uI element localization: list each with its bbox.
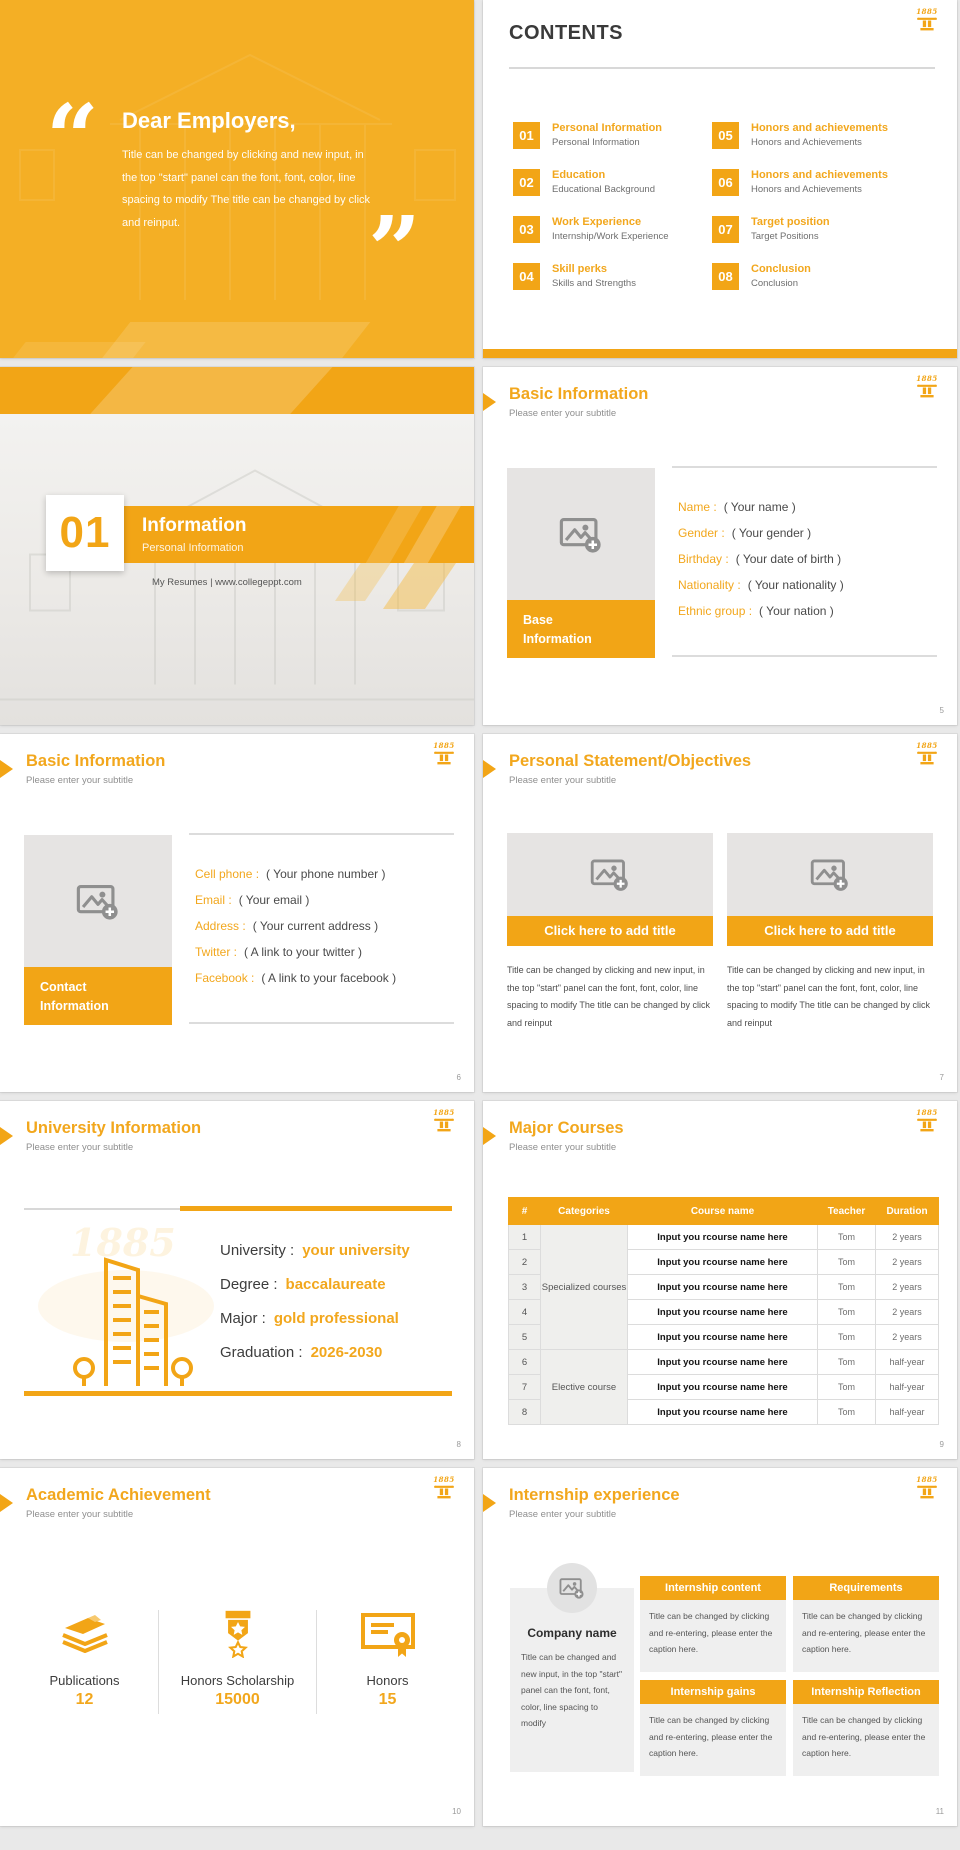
divider [672,655,937,657]
school-logo-icon [911,375,943,403]
photo-placeholder[interactable] [507,468,655,600]
slide-subtitle: Please enter your subtitle [26,1509,134,1520]
logo-year: 1885 [916,7,938,16]
slide-base-information[interactable] [483,367,957,725]
item-number-badge: 07 [712,216,739,243]
cell-duration: 2 years [876,1300,939,1325]
item-title: Conclusion [751,263,811,275]
box-body: Title can be changed by clicking and re-entering, please enter the caption here. [640,1600,786,1672]
divider [509,67,935,69]
field-key: Nationality : [678,578,741,592]
image-add-icon [810,856,850,893]
slide-subtitle: Please enter your subtitle [509,1142,617,1153]
logo-year: 1885 [433,1108,455,1117]
cell-teacher: Tom [818,1225,876,1250]
slide-subtitle: Please enter your subtitle [26,1142,134,1153]
item-title: Skill perks [552,263,608,275]
field-key: Ethnic group : [678,604,753,618]
close-quote-icon: ” [368,196,421,304]
label-line: Information [40,998,109,1013]
university-field-list [220,1234,410,1370]
cell-duration: half-year [876,1350,939,1375]
internship-box [640,1680,786,1776]
item-title: Personal Information [552,122,663,134]
image-add-icon [76,881,120,922]
cell-teacher: Tom [818,1250,876,1275]
field-list [678,494,844,624]
school-logo-icon [428,742,460,770]
field-value: ( Your email ) [238,893,310,907]
item-subtitle: Honors and Achievements [751,137,862,148]
cell-num: 1 [509,1225,541,1250]
book-stack-icon [57,1610,113,1658]
field-key: Degree : [220,1276,278,1293]
box-title: Internship content [640,1576,786,1600]
field-value: gold professional [273,1310,399,1327]
page-number: 9 [939,1440,944,1449]
field-key: Cell phone : [195,867,260,881]
box-title: Internship Reflection [793,1680,939,1704]
top-accent-band [0,367,474,414]
stat-value: 15 [378,1691,397,1708]
cell-num: 5 [509,1325,541,1350]
contents-item[interactable] [712,263,922,289]
item-subtitle: Honors and Achievements [751,184,862,195]
table-row [509,1350,939,1375]
right-triangle-icon [483,393,496,411]
item-subtitle: Personal Information [552,137,640,148]
stat-value: 12 [75,1691,94,1708]
box-body: Title can be changed by clicking and re-entering, please enter the caption here. [793,1600,939,1672]
internship-box [793,1680,939,1776]
school-logo-icon [428,1109,460,1137]
logo-year: 1885 [916,1475,938,1484]
slide-title: Personal Statement/Objectives [509,752,752,770]
slide-title: Basic Information [509,385,649,403]
slide-subtitle: Please enter your subtitle [509,775,617,786]
cell-category: Elective course [541,1350,628,1425]
box-title: Requirements [793,1576,939,1600]
image-add-icon [559,514,603,555]
slide-title: Basic Information [26,752,166,770]
image-add-icon [590,856,630,893]
divider [672,466,937,468]
statement-body: Title can be changed by clicking and new input, in the top "start" panel can the font, font, color, line spacing to modify The title can be changed by click and reinput [727,965,930,1028]
logo-year: 1885 [916,374,938,383]
label-line: Base [523,613,553,627]
column-header: Categories [541,1198,628,1225]
school-logo-icon [911,1476,943,1504]
school-logo-icon [911,1109,943,1137]
item-number-badge: 08 [712,263,739,290]
company-card [510,1588,634,1772]
item-number-badge: 03 [513,216,540,243]
field-key: Twitter : [195,945,238,959]
divider [316,1610,317,1714]
field-value: 2026-2030 [310,1344,383,1361]
stat-label: Publications [49,1673,120,1688]
cell-num: 7 [509,1375,541,1400]
item-title: Education [552,169,606,181]
right-triangle-icon [483,1494,496,1512]
school-logo-icon [428,1476,460,1504]
column-icon [915,1484,939,1499]
cell-category: Specialized courses [541,1225,628,1350]
cell-course: Input you rcourse name here [628,1250,818,1275]
item-subtitle: Internship/Work Experience [552,231,669,242]
accent-bar [180,1206,452,1211]
cell-teacher: Tom [818,1300,876,1325]
decor-streak [69,367,350,414]
field-value: ( Your date of birth ) [735,552,842,566]
contents-title: CONTENTS [509,22,623,44]
field-key: Facebook : [195,971,255,985]
slide-contact-information[interactable] [0,734,474,1092]
divider [189,1022,454,1024]
column-header: # [509,1198,541,1225]
cell-teacher: Tom [818,1350,876,1375]
info-label-box [507,600,655,658]
cell-teacher: Tom [818,1275,876,1300]
add-title-button[interactable]: Click here to add title [727,916,933,946]
accent-bar [24,1391,452,1396]
field-value: ( Your gender ) [731,526,812,540]
cell-course: Input you rcourse name here [628,1375,818,1400]
section-title: Information [142,515,247,536]
field-value: ( Your current address ) [252,919,379,933]
label-line: Information [523,631,592,646]
slide-internship-experience[interactable] [483,1468,957,1826]
slide-university-information[interactable] [0,1101,474,1459]
info-label-box [24,967,172,1025]
photo-placeholder[interactable] [24,835,172,967]
school-logo-icon [911,742,943,770]
cell-teacher: Tom [818,1400,876,1425]
field-key: Graduation : [220,1344,303,1361]
field-list [195,861,396,991]
add-title-button[interactable]: Click here to add title [507,916,713,946]
cell-num: 3 [509,1275,541,1300]
slide-title: Internship experience [509,1486,680,1504]
field-value: your university [302,1242,410,1259]
column-header: Duration [876,1198,939,1225]
field-value: ( Your phone number ) [266,867,386,881]
slide-subtitle: Please enter your subtitle [26,775,134,786]
slide-major-courses[interactable] [483,1101,957,1459]
page-number: 7 [939,1073,944,1082]
cell-duration: 2 years [876,1225,939,1250]
open-quote-icon: “ [46,84,99,192]
item-number-badge: 04 [513,263,540,290]
stat-block [12,1610,157,1709]
cell-duration: 2 years [876,1275,939,1300]
right-triangle-icon [483,760,496,778]
contents-item[interactable] [712,216,922,242]
right-triangle-icon [0,1127,13,1145]
quote-body: Title can be changed by clicking and new input, in the top "start" panel can the font, font, color, line spacing to modify The title can be changed by click and reinput. [122,149,371,229]
column-icon [915,16,939,31]
courses-table [508,1197,939,1425]
item-number-badge: 01 [513,122,540,149]
item-title: Honors and achievements [751,122,888,134]
column-icon [915,383,939,398]
divider [189,833,454,835]
slide-subtitle: Please enter your subtitle [509,408,617,419]
cell-num: 6 [509,1350,541,1375]
cell-duration: 2 years [876,1325,939,1350]
item-number-badge: 02 [513,169,540,196]
company-logo-placeholder[interactable] [547,1563,597,1613]
divider [24,1208,180,1210]
stat-label: Honors Scholarship [180,1673,295,1688]
stat-value: 15000 [215,1691,260,1708]
medal-icon [215,1610,261,1658]
section-number: 01 [59,508,111,557]
cell-course: Input you rcourse name here [628,1400,818,1425]
cell-course: Input you rcourse name here [628,1300,818,1325]
item-title: Target position [751,216,830,228]
box-body: Title can be changed by clicking and re-entering, please enter the caption here. [640,1704,786,1776]
cell-teacher: Tom [818,1325,876,1350]
field-key: Major : [220,1310,266,1327]
page-number: 6 [456,1073,461,1082]
company-description: Title can be changed and new input, in the top "start" panel can the font, font, color, line spacing to modify [521,1652,623,1728]
slide-title: University Information [26,1119,202,1137]
column-header: Course name [628,1198,818,1225]
slide-academic-achievement[interactable] [0,1468,474,1826]
slide-title: Major Courses [509,1119,624,1137]
field-value: ( Your name ) [723,500,796,514]
field-key: Address : [195,919,246,933]
field-key: Gender : [678,526,725,540]
field-key: University : [220,1242,295,1259]
contents-item[interactable] [513,216,723,242]
contents-item[interactable] [513,122,723,148]
cell-duration: 2 years [876,1250,939,1275]
company-name: Company name [527,1626,617,1640]
internship-box [793,1576,939,1672]
page-number: 5 [939,706,944,715]
cell-course: Input you rcourse name here [628,1275,818,1300]
cell-course: Input you rcourse name here [628,1350,818,1375]
column-icon [915,1117,939,1132]
logo-year: 1885 [916,741,938,750]
divider [158,1610,159,1714]
item-number-badge: 06 [712,169,739,196]
column-header: Teacher [818,1198,876,1225]
stat-block [320,1610,455,1709]
right-triangle-icon [0,760,13,778]
statement-body: Title can be changed by clicking and new input, in the top "start" panel can the font, font, color, line spacing to modify The title can be changed by click and reinput [507,965,710,1028]
item-number-badge: 05 [712,122,739,149]
right-triangle-icon [483,1127,496,1145]
page-number: 11 [935,1807,944,1816]
column-icon [432,750,456,765]
photo-placeholder[interactable] [727,833,933,916]
page-number: 8 [456,1440,461,1449]
item-title: Honors and achievements [751,169,888,181]
quote-heading: Dear Employers, [122,108,296,133]
slide-personal-statement[interactable] [483,734,957,1092]
section-title-banner [124,506,474,563]
label-line: Contact [40,980,87,994]
credit-line: My Resumes | www.collegeppt.com [152,577,302,588]
slide-title: Academic Achievement [26,1486,211,1504]
item-subtitle: Target Positions [751,231,819,242]
column-icon [432,1484,456,1499]
item-subtitle: Skills and Strengths [552,278,636,289]
statement-card [507,833,713,1032]
stat-block [160,1610,315,1709]
logo-year: 1885 [433,741,455,750]
contents-item[interactable] [513,263,723,289]
image-add-icon [559,1576,585,1600]
slide-contents[interactable] [483,0,957,358]
contents-item[interactable] [712,122,922,148]
contents-item[interactable] [712,169,922,195]
slide-quote[interactable] [0,0,474,358]
logo-year: 1885 [433,1475,455,1484]
item-title: Work Experience [552,216,642,228]
cell-num: 8 [509,1400,541,1425]
cell-teacher: Tom [818,1375,876,1400]
field-value: ( A link to your twitter ) [244,945,363,959]
university-building-icon [54,1244,204,1394]
table-header-row [509,1198,939,1225]
slide-section-divider[interactable] [0,367,474,725]
column-icon [432,1117,456,1132]
field-key: Name : [678,500,717,514]
university-card [24,1208,452,1396]
field-key: Birthday : [678,552,729,566]
item-subtitle: Educational Background [552,184,655,195]
logo-year: 1885 [916,1108,938,1117]
stat-label: Honors [366,1673,409,1688]
field-value: ( A link to your facebook ) [261,971,397,985]
column-icon [915,750,939,765]
page-number: 10 [452,1807,461,1816]
cell-num: 2 [509,1250,541,1275]
bottom-accent-bar [483,349,957,358]
box-body: Title can be changed by clicking and re-entering, please enter the caption here. [793,1704,939,1776]
statement-card [727,833,933,1032]
table-row [509,1225,939,1250]
slide-subtitle: Please enter your subtitle [509,1509,617,1520]
cell-duration: half-year [876,1375,939,1400]
section-number-card [46,495,124,571]
item-subtitle: Conclusion [751,278,798,289]
field-value: ( Your nationality ) [747,578,844,592]
field-key: Email : [195,893,232,907]
cell-course: Input you rcourse name here [628,1325,818,1350]
contents-item[interactable] [513,169,723,195]
right-triangle-icon [0,1494,13,1512]
cell-num: 4 [509,1300,541,1325]
field-value: ( Your nation ) [759,604,834,618]
school-logo-icon [911,8,943,36]
cell-course: Input you rcourse name here [628,1225,818,1250]
certificate-icon [360,1610,416,1658]
box-title: Internship gains [640,1680,786,1704]
photo-placeholder[interactable] [507,833,713,916]
field-value: baccalaureate [285,1276,386,1293]
section-subtitle: Personal Information [142,542,244,554]
watermark-year: 1885 [70,1220,176,1265]
cell-duration: half-year [876,1400,939,1425]
internship-box [640,1576,786,1672]
